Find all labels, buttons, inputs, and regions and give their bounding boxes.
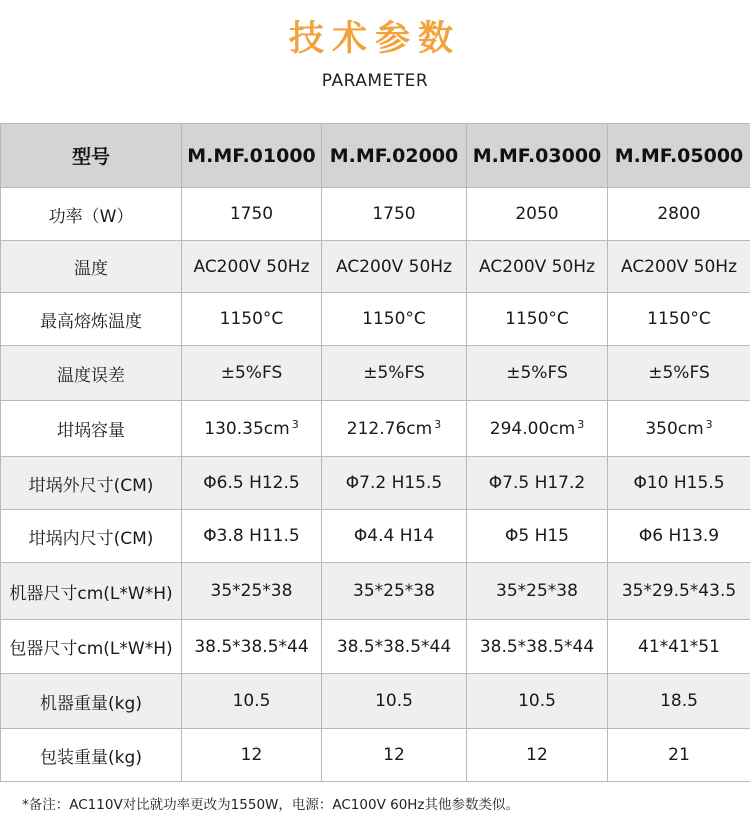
- cell-value: 1150°C: [362, 309, 426, 329]
- cell-value: 1150°C: [505, 309, 569, 329]
- table-cell: [467, 510, 608, 563]
- table-cell: [322, 346, 467, 401]
- row-label: 温度误差: [1, 346, 182, 401]
- table-cell: [322, 729, 467, 782]
- header-cell-model-4: M.MF.05000: [608, 124, 750, 188]
- row-label: 包器尺寸cm(L*W*H): [1, 620, 182, 674]
- cell-value: 35*25*38: [210, 581, 293, 601]
- table-cell: [322, 510, 467, 563]
- cell-value: 1750: [372, 204, 416, 224]
- cell-value: Φ7.2 H15.5: [345, 473, 443, 493]
- cell-value: AC200V 50Hz: [478, 256, 596, 277]
- cell-value: 12: [240, 745, 263, 765]
- table-cell: [182, 346, 322, 401]
- table-cell: [182, 620, 322, 674]
- cell-value: 1750: [229, 204, 274, 224]
- row-label: 功率（W）: [1, 188, 182, 241]
- table-cell: [322, 563, 467, 620]
- cell-value: 35*25*38: [353, 581, 435, 601]
- header-cell-model-2: M.MF.02000: [322, 124, 467, 188]
- table-cell: [322, 293, 467, 346]
- table-cell: [467, 293, 608, 346]
- row-label: 机器重量(kg): [1, 674, 182, 729]
- table-row: [1, 563, 750, 620]
- cell-value: Φ4.4 H14: [353, 526, 435, 546]
- table-row: [1, 401, 750, 457]
- cell-value: ±5%FS: [220, 363, 283, 383]
- table-row: [1, 457, 750, 510]
- cell-value: AC200V 50Hz: [620, 256, 738, 277]
- cell-value: 350cm: [645, 419, 704, 439]
- cell-value: 38.5*38.5*44: [194, 636, 309, 657]
- table-cell: [322, 620, 467, 674]
- table-cell: [608, 401, 750, 457]
- table-cell: [182, 457, 322, 510]
- cell-value: 35*29.5*43.5: [621, 581, 737, 601]
- header-cell-model-3: M.MF.03000: [467, 124, 608, 188]
- table-cell: [182, 674, 322, 729]
- table-cell: [467, 620, 608, 674]
- table-cell: [182, 293, 322, 346]
- cell-value: 38.5*38.5*44: [479, 636, 595, 657]
- cell-value: Φ7.5 H17.2: [488, 473, 586, 493]
- cell-value: ±5%FS: [363, 363, 425, 383]
- table-row: [1, 510, 750, 563]
- header-cell-model-1: M.MF.01000: [182, 124, 322, 188]
- cell-superscript: 3: [291, 418, 299, 431]
- cell-value: Φ5 H15: [504, 526, 569, 546]
- cell-value: ±5%FS: [506, 363, 568, 383]
- table-cell: [182, 563, 322, 620]
- cell-value: Φ6 H13.9: [638, 526, 720, 546]
- table-cell: [608, 620, 750, 674]
- cell-value: 1150°C: [219, 309, 284, 329]
- table-cell: [608, 457, 750, 510]
- cell-superscript: 3: [434, 418, 442, 431]
- header-cell-model: 型号: [1, 124, 182, 188]
- table-cell: [182, 401, 322, 457]
- table-cell: [322, 674, 467, 729]
- cell-value: 2050: [515, 204, 559, 224]
- cell-value: 10.5: [232, 691, 271, 711]
- cell-superscript: 3: [577, 418, 585, 431]
- row-label: 温度: [1, 241, 182, 293]
- cell-value: Φ3.8 H11.5: [203, 526, 300, 546]
- table-cell: [467, 457, 608, 510]
- parameter-table-container: [0, 123, 750, 782]
- table-cell: [467, 401, 608, 457]
- row-label: 机器尺寸cm(L*W*H): [1, 563, 182, 620]
- cell-value: Φ10 H15.5: [633, 473, 725, 493]
- cell-value: 12: [383, 745, 405, 765]
- cell-value: 12: [526, 745, 548, 765]
- table-body: [1, 188, 750, 782]
- row-label: 最高熔炼温度: [1, 293, 182, 346]
- cell-value: Φ6.5 H12.5: [203, 473, 300, 493]
- table-cell: [608, 510, 750, 563]
- table-row: [1, 188, 750, 241]
- table-cell: [182, 241, 322, 293]
- row-label: 坩埚外尺寸(CM): [1, 457, 182, 510]
- table-cell: [608, 729, 750, 782]
- cell-value: 294.00cm: [489, 419, 576, 439]
- table-cell: [608, 241, 750, 293]
- table-cell: [322, 241, 467, 293]
- table-row: [1, 729, 750, 782]
- table-cell: [182, 729, 322, 782]
- cell-superscript: 3: [705, 418, 713, 431]
- cell-value: ±5%FS: [648, 363, 710, 383]
- table-cell: [467, 346, 608, 401]
- table-cell: [608, 346, 750, 401]
- cell-value: 212.76cm: [346, 419, 433, 439]
- parameter-table: [0, 123, 750, 782]
- cell-value: 35*25*38: [496, 581, 578, 601]
- footnote: *备注：AC110V对比就功率更改为1550W，电源：AC100V 60Hz其他参数类似。: [22, 797, 520, 813]
- cell-value: 1150°C: [647, 309, 711, 329]
- cell-value: 41*41*51: [638, 636, 720, 657]
- table-row: [1, 674, 750, 729]
- table-cell: [322, 188, 467, 241]
- table-cell: [467, 188, 608, 241]
- table-cell: [608, 674, 750, 729]
- table-row: [1, 620, 750, 674]
- cell-value: 2800: [657, 204, 701, 224]
- table-cell: [182, 510, 322, 563]
- cell-value: 10.5: [518, 691, 556, 711]
- table-cell: [608, 293, 750, 346]
- row-label: 包装重量(kg): [1, 729, 182, 782]
- table-cell: [467, 241, 608, 293]
- cell-value: 10.5: [375, 691, 413, 711]
- cell-value: 21: [668, 745, 690, 765]
- row-label: 坩埚容量: [1, 401, 182, 457]
- cell-value: 130.35cm: [204, 419, 290, 439]
- table-cell: [467, 563, 608, 620]
- table-cell: [467, 674, 608, 729]
- table-cell: [608, 188, 750, 241]
- table-cell: [322, 457, 467, 510]
- table-cell: [467, 729, 608, 782]
- cell-value: AC200V 50Hz: [193, 256, 310, 277]
- cell-value: AC200V 50Hz: [335, 256, 453, 277]
- table-cell: [608, 563, 750, 620]
- table-row: [1, 293, 750, 346]
- table-cell: [182, 188, 322, 241]
- table-row: [1, 241, 750, 293]
- table-cell: [322, 401, 467, 457]
- row-label: 坩埚内尺寸(CM): [1, 510, 182, 563]
- table-header-row: [1, 124, 750, 188]
- cell-value: 38.5*38.5*44: [336, 636, 452, 657]
- cell-value: 18.5: [660, 691, 698, 711]
- table-row: [1, 346, 750, 401]
- page-title: 技术参数: [288, 19, 461, 59]
- page-subtitle: PARAMETER: [321, 71, 429, 91]
